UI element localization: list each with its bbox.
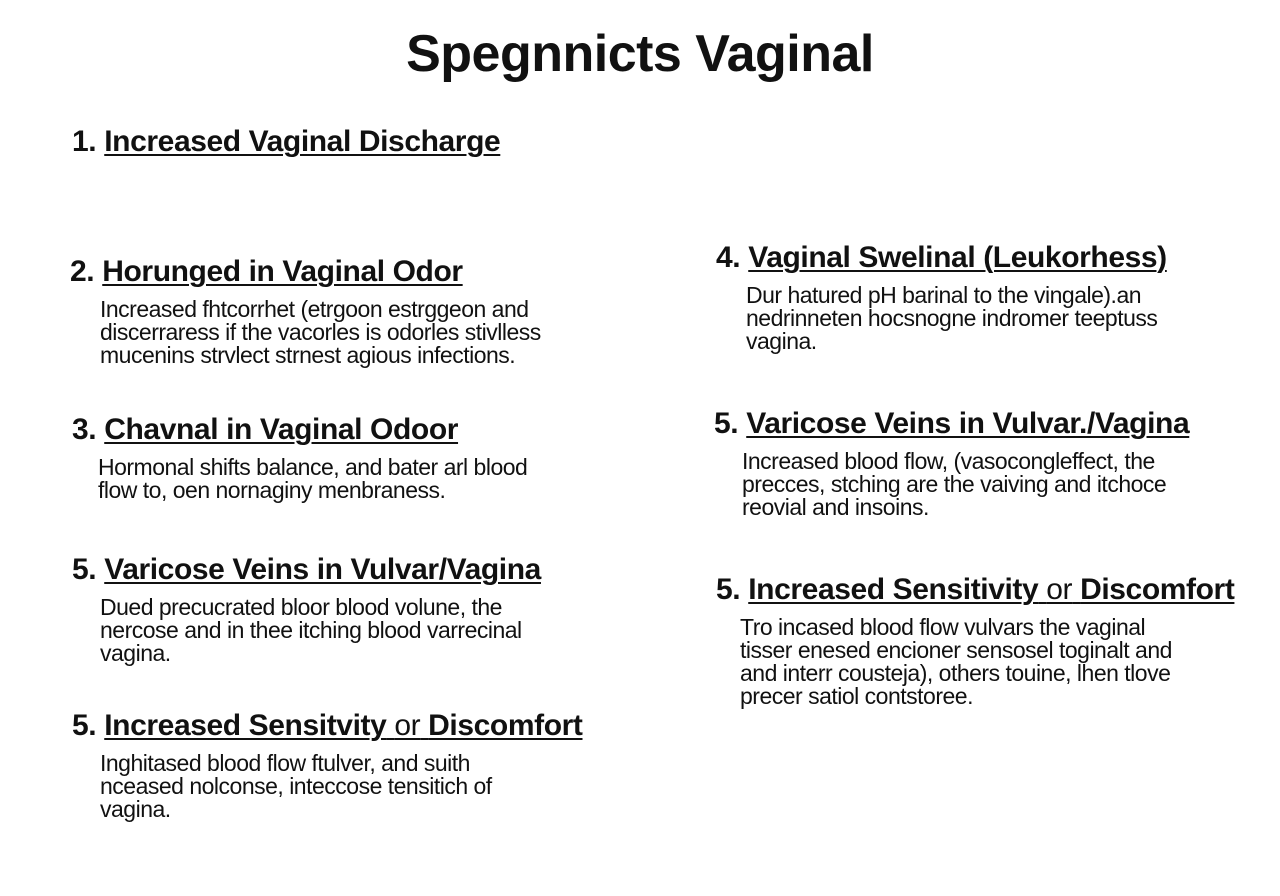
- item-heading-text: Vaginal Swelinal (Leukorhess): [748, 241, 1167, 274]
- item-heading-text: [748, 573, 1234, 606]
- item-body-line: Dur hatured pH barinal to the vingale).an: [746, 282, 1142, 308]
- item-body: [100, 752, 583, 821]
- item-body-line: Increased fhtcorrhet (etrgoon estrggeon and: [100, 296, 529, 322]
- item-heading-part: Discomfort: [1080, 573, 1235, 606]
- list-item-left-2: [70, 254, 541, 367]
- item-body: [746, 284, 1167, 353]
- item-body-line: precer satiol contstoree.: [740, 683, 973, 709]
- item-body-line: flow to, oen nornaginy menbraness.: [98, 477, 446, 503]
- list-item-left-3: [72, 412, 527, 502]
- item-body-line: nceased nolconse, inteccose tensitich of: [100, 773, 492, 799]
- item-heading: [714, 406, 1189, 442]
- item-heading: [716, 240, 1167, 276]
- item-body-line: discerraress if the vacorles is odorles stivlless: [100, 319, 541, 345]
- item-body-line: vagina.: [100, 796, 171, 822]
- item-body-line: reovial and insoins.: [742, 494, 929, 520]
- item-heading-text: Increased Vaginal Discharge: [104, 125, 501, 158]
- list-item-right-2: [714, 406, 1189, 519]
- list-item-right-1: [716, 240, 1167, 353]
- list-item-right-3: [716, 572, 1234, 708]
- item-heading: [72, 124, 500, 160]
- item-body: [740, 616, 1234, 708]
- item-body-line: vagina.: [100, 640, 171, 666]
- item-heading: [72, 412, 527, 448]
- item-body-line: nedrinneten hocsnogne indromer teeptuss: [746, 305, 1158, 331]
- item-number: 4.: [716, 241, 741, 274]
- item-number: 5.: [716, 573, 741, 606]
- item-heading-part: Increased Sensitivity: [748, 573, 1039, 606]
- list-item-left-5: [72, 708, 583, 821]
- item-heading-text: Chavnal in Vaginal Odoor: [104, 413, 459, 446]
- item-body-line: tisser enesed encioner sensosel toginalt and: [740, 637, 1172, 663]
- item-body-line: mucenins strvlect strnest agious infections.: [100, 342, 516, 368]
- item-body: [100, 298, 541, 367]
- item-heading: [72, 708, 583, 744]
- item-body-line: Tro incased blood flow vulvars the vaginal: [740, 614, 1146, 640]
- item-number: 3.: [72, 413, 97, 446]
- item-body-line: Dued precucrated bloor blood volune, the: [100, 594, 502, 620]
- item-number: 2.: [70, 255, 95, 288]
- item-number: 5.: [72, 553, 97, 586]
- item-body: [742, 450, 1189, 519]
- item-body-line: Hormonal shifts balance, and bater arl blood: [98, 454, 528, 480]
- item-body-line: nercose and in thee itching blood varrecinal: [100, 617, 522, 643]
- item-body-line: Inghitased blood flow ftulver, and suith: [100, 750, 470, 776]
- item-heading-part: Discomfort: [428, 709, 583, 742]
- item-number: 1.: [72, 125, 97, 158]
- item-heading-separator: or: [394, 709, 421, 742]
- item-heading-part: Increased Sensitvity: [104, 709, 387, 742]
- item-number: 5.: [72, 709, 97, 742]
- list-item-left-4: [72, 552, 541, 665]
- item-heading: [716, 572, 1234, 608]
- item-heading-text: Varicose Veins in Vulvar/Vagina: [104, 553, 541, 586]
- page-title: Spegnnicts Vaginal: [406, 25, 874, 83]
- item-heading-text: Horunged in Vaginal Odor: [102, 255, 463, 288]
- item-heading-separator: or: [1046, 573, 1073, 606]
- item-heading: [70, 254, 541, 290]
- item-body-line: Increased blood flow, (vasocongleffect, the: [742, 448, 1155, 474]
- list-item-left-1: [72, 124, 500, 160]
- item-body-line: and interr cousteja), others touine, lhen tlove: [740, 660, 1171, 686]
- item-heading-text: Varicose Veins in Vulvar./Vagina: [746, 407, 1190, 440]
- item-body: [98, 456, 527, 502]
- item-body: [100, 596, 541, 665]
- item-body-line: vagina.: [746, 328, 817, 354]
- item-number: 5.: [714, 407, 739, 440]
- item-heading-text: [104, 709, 582, 742]
- item-body-line: precces, stching are the vaiving and itchoce: [742, 471, 1167, 497]
- item-heading: [72, 552, 541, 588]
